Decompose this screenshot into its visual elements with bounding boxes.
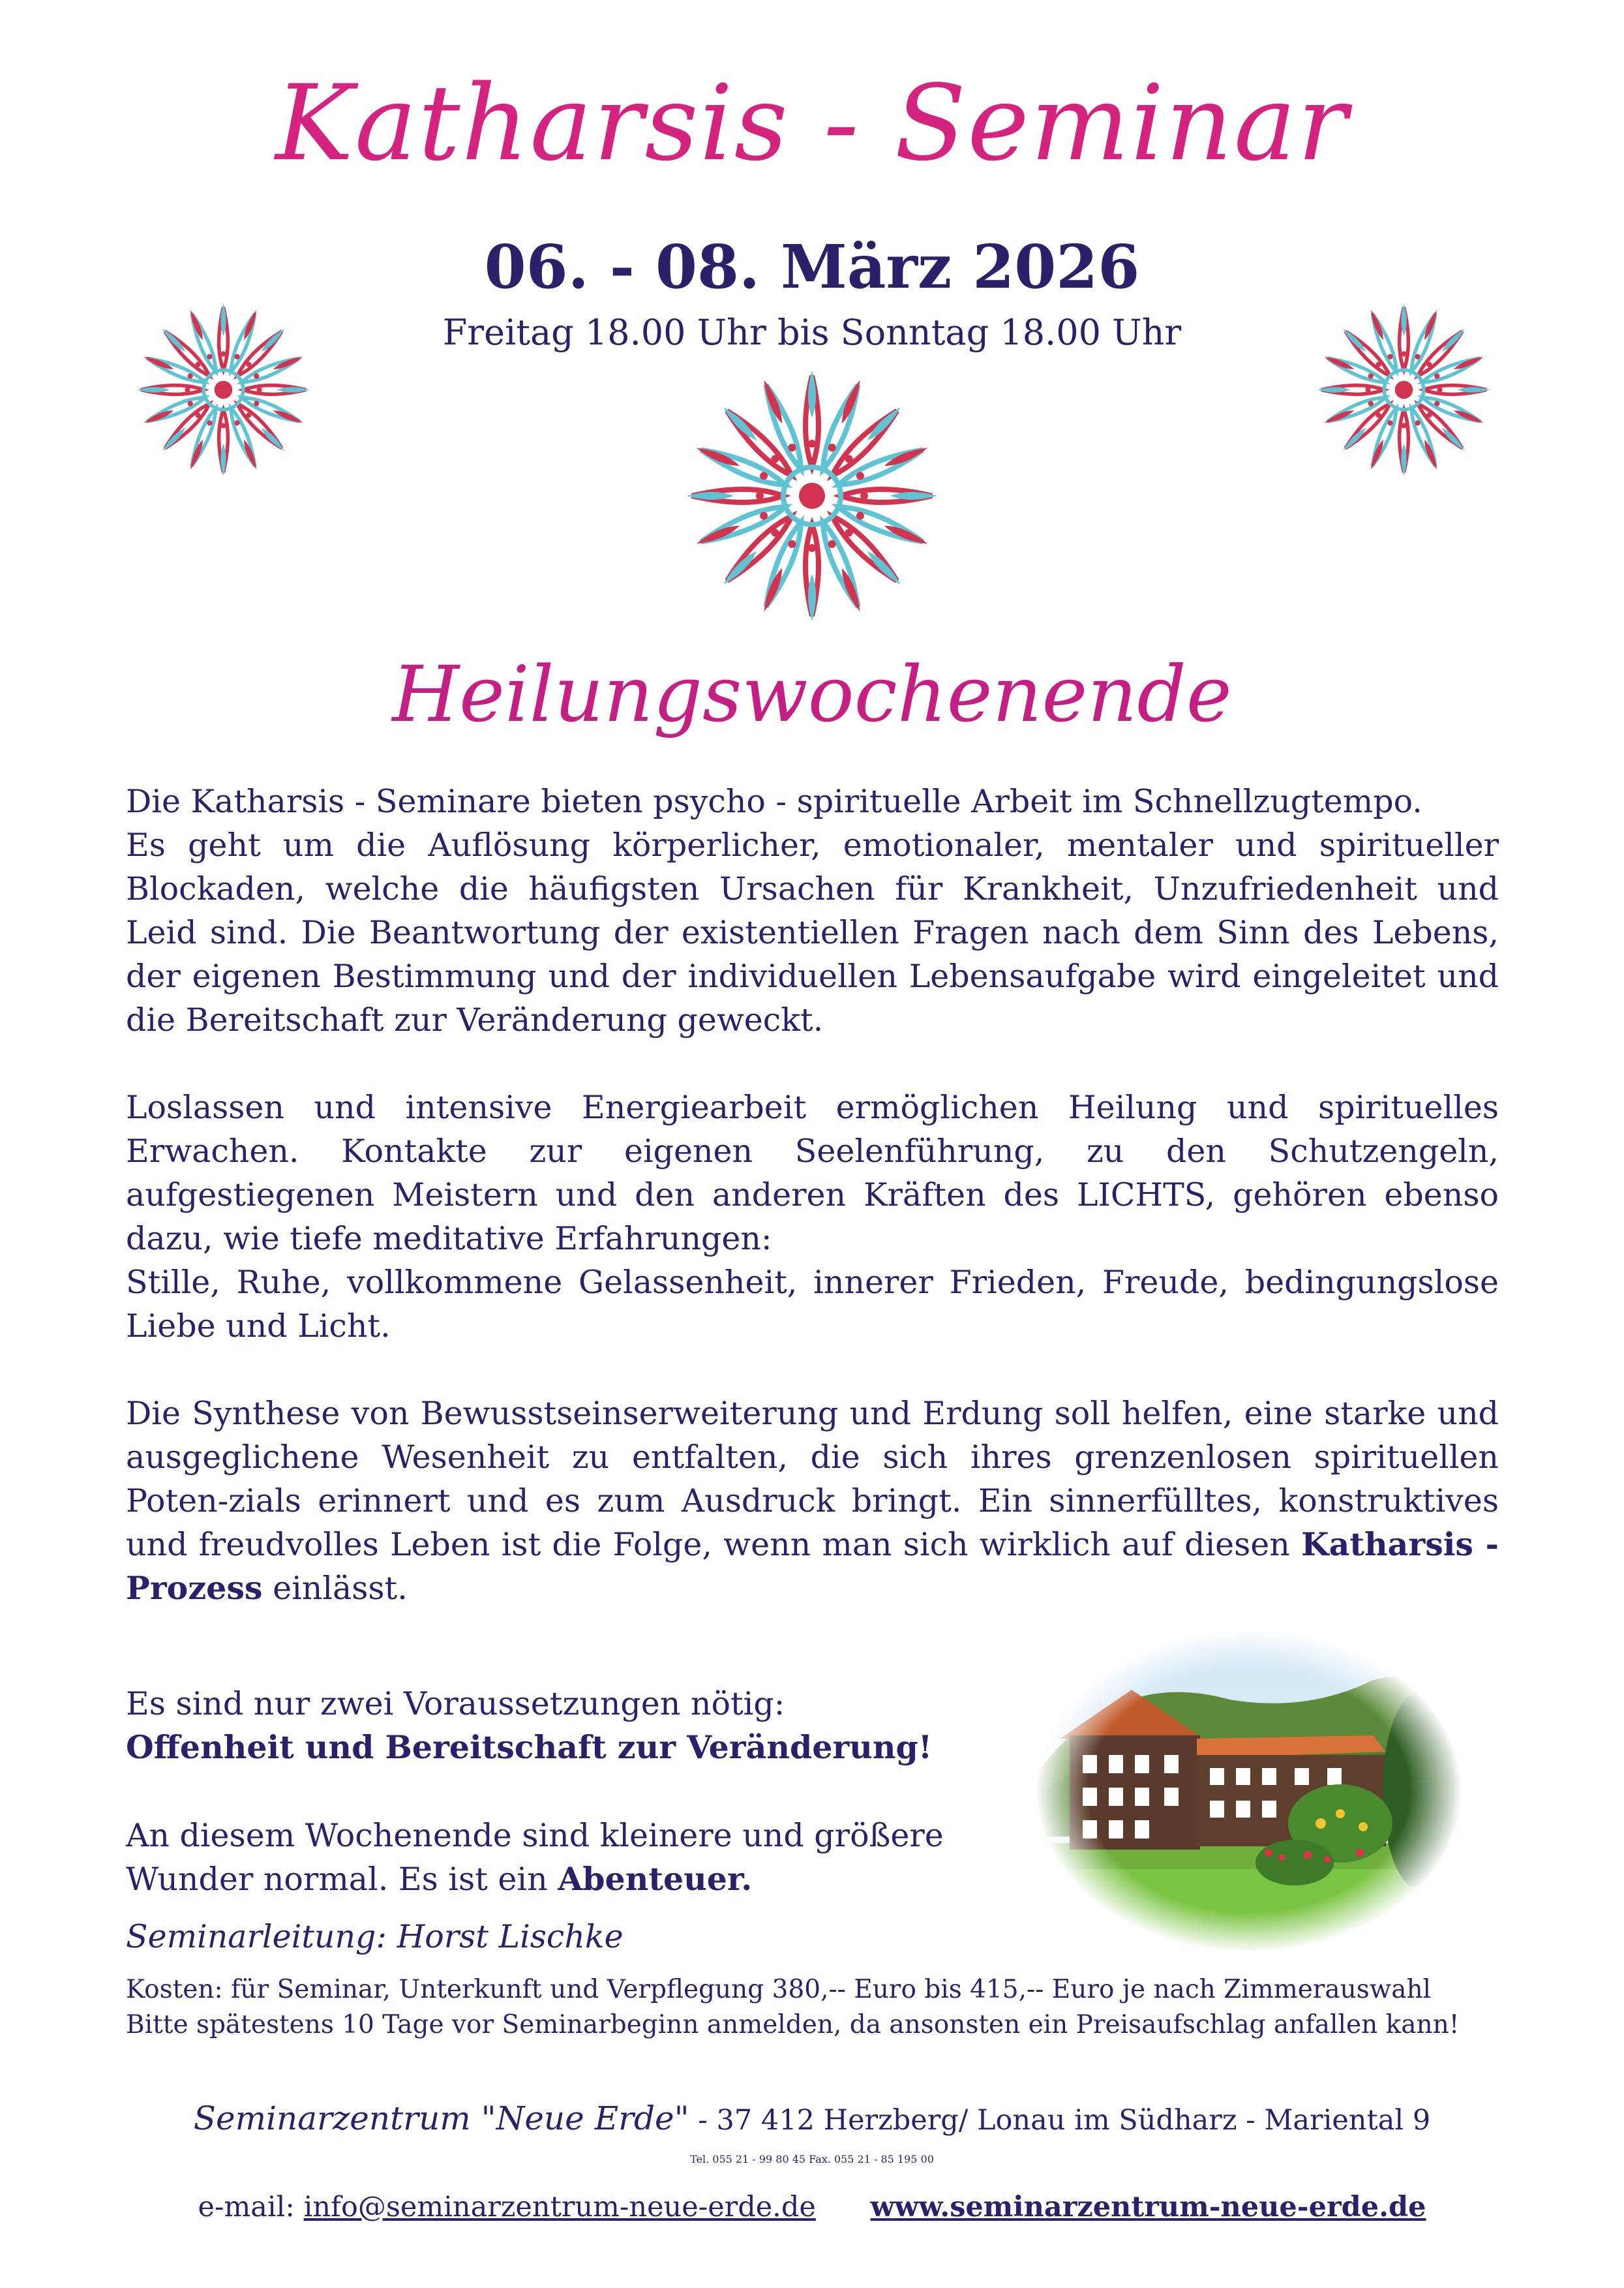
seminar-time: Freitag 18.00 Uhr bis Sonntag 18.00 Uhr	[442, 312, 1182, 353]
seminar-date: 06. - 08. März 2026	[484, 232, 1140, 302]
paragraph-blockades: Es geht um die Auflösung körperlicher, emotionaler, mentaler und spiritueller Blockaden, welche die häufigsten Ursachen für Krankheit, Unzufriedenheit und Leid sind. Die Beantwortung der existentiellen Fragen nach dem Sinn des Lebens, der eigenen Bestimmung und der individuellen Lebensaufgabe wird eingeleitet und die Bereitschaft zur Veränderung geweckt.	[126, 827, 1499, 1039]
paragraph-synthesis	[126, 1392, 1499, 1610]
seminar-house-photo	[1034, 1628, 1464, 1954]
footer-address-line	[0, 2099, 1624, 2137]
wonder-text: Wunder normal. Es ist ein	[126, 1861, 548, 1898]
requirements-intro: Es sind nur zwei Voraussetzungen nötig:	[126, 1685, 785, 1722]
body-text	[126, 780, 1499, 1654]
footer-address: - 37 412 Herzberg/ Lonau im Südharz - Mariental 9	[689, 2104, 1431, 2137]
mandala-center-icon	[682, 365, 942, 626]
page-title: Katharsis - Seminar	[275, 62, 1349, 184]
email-label: e-mail:	[198, 2191, 295, 2223]
seminar-center-name: Seminarzentrum "Neue Erde"	[193, 2099, 689, 2137]
paragraph-energy: Loslassen und intensive Energiearbeit ermöglichen Heilung und spirituelles Erwachen. Kontakte zur eigenen Seelenführung, zu den Schutzengeln, aufgestiegenen Meistern und den anderen Kräften des LICHTS, gehören ebenso dazu, wie tiefe meditative Erfahrungen:	[126, 1089, 1499, 1257]
wonder-line1: An diesem Wochenende sind kleinere und größere	[126, 1817, 944, 1854]
synthesis-end: einlässt.	[273, 1570, 408, 1607]
footer-contact	[0, 2191, 1624, 2223]
wonder-line2	[126, 1857, 974, 1901]
requirements-bold: Offenheit und Bereitschaft zur Veränderung!	[126, 1728, 933, 1766]
mandala-right-icon	[1314, 300, 1494, 480]
website-link[interactable]: www.seminarzentrum-neue-erde.de	[870, 2191, 1426, 2223]
mandala-left-icon	[134, 300, 313, 480]
costs-info	[126, 1972, 1522, 2043]
synthesis-text: Die Synthese von Bewusstseinserweiterung und Erdung soll helfen, eine starke und ausgeglichene Wesenheit zu entfalten, die sich ihres grenzenlosen spirituellen Poten-zials erinnert und es zum Ausdruck bringt. Ein sinnerfülltes, konstruktives und freudvolles Leben ist die Folge, wenn man sich wirklich auf diesen	[126, 1395, 1499, 1563]
paragraph-intro: Die Katharsis - Seminare bieten psycho - spirituelle Arbeit im Schnellzugtempo.	[126, 783, 1422, 820]
paragraph-stillness: Stille, Ruhe, vollkommene Gelassenheit, innerer Frieden, Freude, bedingungslose Liebe und Licht.	[126, 1264, 1499, 1345]
wonder-adventure: Abenteuer.	[558, 1860, 753, 1898]
costs-line2: Bitte spätestens 10 Tage vor Seminarbeginn anmelden, da ansonsten ein Preisaufschlag anfallen kann!	[126, 2010, 1460, 2039]
footer-phone: Tel. 055 21 - 99 80 45 Fax. 055 21 - 85 195 00	[690, 2153, 934, 2165]
seminar-leader: Seminarleitung: Horst Lischke	[126, 1918, 624, 1955]
costs-line1: Kosten: für Seminar, Unterkunft und Verpflegung 380,-- Euro bis 415,-- Euro je nach Zimmerauswahl	[126, 1975, 1432, 2004]
email-link[interactable]: info@seminarzentrum-neue-erde.de	[303, 2191, 816, 2223]
katharsis-process: Katharsis - Prozess	[126, 1525, 1499, 1607]
section-subtitle: Heilungswochenende	[392, 649, 1232, 739]
